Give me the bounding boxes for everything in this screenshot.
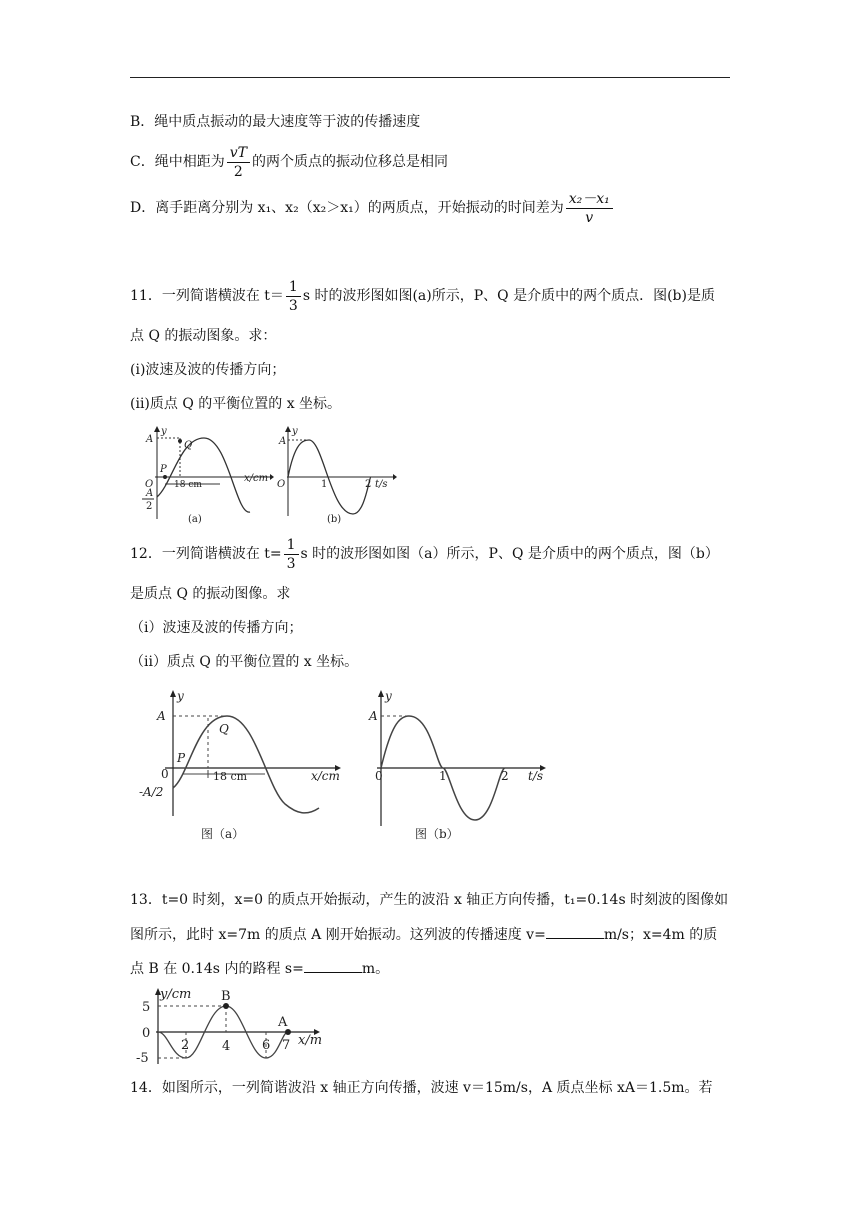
tick-label-1: 1 (439, 769, 447, 783)
caption-b: (b) (327, 514, 342, 525)
label-a: A (157, 709, 166, 723)
answer-blank-speed[interactable] (546, 924, 604, 939)
q11-item-1: (ⅰ)波速及波的传播方向； (130, 362, 286, 378)
origin-label: O (145, 479, 154, 490)
tick-label-x7: 7 (282, 1038, 291, 1053)
q12-stem-line2: 是质点 Q 的振动图像。求 (130, 586, 291, 602)
q13-wave-graph (128, 984, 338, 1070)
q11-stem-line2: 点 Q 的振动图象。求： (130, 328, 277, 344)
q12-item-1: （i）波速及波的传播方向； (130, 620, 303, 636)
axis-label-x: x/cm (311, 769, 340, 783)
tick-label-yn5: -5 (136, 1051, 149, 1066)
point-label-b: B (221, 989, 231, 1004)
axis-label-t: t/s (375, 479, 388, 490)
tick-label-2: 2 (501, 769, 509, 783)
distance-label: 18 cm (174, 480, 202, 490)
label-a: A (146, 434, 154, 445)
neg-a-label: -A/2 (139, 785, 164, 799)
axis-label-y: y/cm (160, 987, 192, 1002)
point-label-p: P (160, 464, 167, 475)
axis-label-x: x/cm (244, 473, 269, 484)
q11-vibration-graph-b (275, 424, 400, 529)
q10-option-b: B．绳中质点振动的最大速度等于波的传播速度 (130, 114, 421, 130)
q10-option-c: C．绳中相距为 $\frac{vT}{2}$ 的两个质点的振动位移总是相同 (130, 144, 448, 180)
header-rule (130, 77, 730, 78)
axis-label-y: y (385, 689, 392, 703)
q11-stem-line1: 11．一列简谐横波在 t＝ $\frac{1}{3}$ s 时的波形图如图(a)所示，P、Q 是介质中的两个质点．图(b)是质 (130, 278, 715, 314)
fraction: $\frac{1}{3}$ (284, 536, 299, 573)
label-a: A (279, 436, 287, 447)
q11-wave-graph-a (140, 424, 275, 529)
label-a: A (369, 709, 378, 723)
axis-label-t: t/s (528, 769, 544, 783)
tick-label-1: 1 (321, 479, 328, 490)
point-label-q: Q (184, 440, 193, 451)
caption-b: 图（b） (415, 827, 459, 841)
point-label-p: P (177, 751, 186, 765)
q12-stem-line1: 12．一列简谐横波在 t= $\frac{1}{3}$ s 时的波形图如图（a）所示，P、Q 是介质中的两个质点，图（b） (130, 536, 719, 572)
tick-label-2: 2 (365, 479, 372, 490)
point-label-q: Q (219, 722, 229, 736)
q12-vibration-graph-b (365, 686, 555, 846)
fraction: $\frac{1}{3}$ (286, 278, 301, 315)
q12-item-2: （ii）质点 Q 的平衡位置的 x 坐标。 (130, 654, 359, 670)
q13-stem-line3: 点 B 在 0.14s 内的路程 s= m。 (130, 958, 389, 979)
neg-a-den: 2 (146, 501, 153, 512)
origin-label: O (277, 479, 286, 490)
fraction: $\frac{vT}{2}$ (227, 144, 250, 181)
origin-label: 0 (161, 767, 169, 781)
axis-label-y: y (177, 689, 184, 703)
tick-label-x2: 2 (181, 1038, 190, 1053)
point-label-a: A (278, 1015, 288, 1030)
axis-label-y: y (292, 426, 298, 437)
tick-label-x4: 4 (222, 1039, 231, 1054)
neg-a-label: A (146, 488, 154, 499)
q14-stem-line1: 14．如图所示，一列简谐波沿 x 轴正方向传播，波速 v＝15m/s，A 质点坐标 xA＝1.5m。若 (130, 1080, 713, 1096)
axis-label-x: x/m (298, 1033, 323, 1048)
q11-item-2: (ⅱ)质点 Q 的平衡位置的 x 坐标。 (130, 396, 342, 412)
caption-a: (a) (188, 514, 202, 525)
tick-label-y5: 5 (142, 1000, 151, 1015)
caption-a: 图（a） (201, 827, 245, 841)
q13-stem-line2: 图所示，此时 x=7m 的质点 A 刚开始振动。这列波的传播速度 v= m/s；x=4m 的质 (130, 924, 717, 945)
tick-label-y0: 0 (142, 1026, 151, 1041)
fraction: $\frac{\text{x₂－x₁}}{v}$ (566, 190, 613, 227)
answer-blank-distance[interactable] (304, 958, 362, 973)
axis-label-y: y (161, 426, 167, 437)
q10-option-d: D．离手距离分别为 x₁、x₂（x₂＞x₁）的两质点，开始振动的时间差为 $\frac{\text{x₂－x₁}}{v}$ (130, 186, 615, 230)
origin-label: 0 (375, 769, 383, 783)
q12-wave-graph-a (135, 686, 350, 846)
q13-stem-line1: 13．t=0 时刻，x=0 的质点开始振动，产生的波沿 x 轴正方向传播，t₁=0.14s 时刻波的图像如 (130, 892, 729, 908)
distance-label: 18 cm (213, 770, 248, 783)
tick-label-x6: 6 (262, 1038, 271, 1053)
